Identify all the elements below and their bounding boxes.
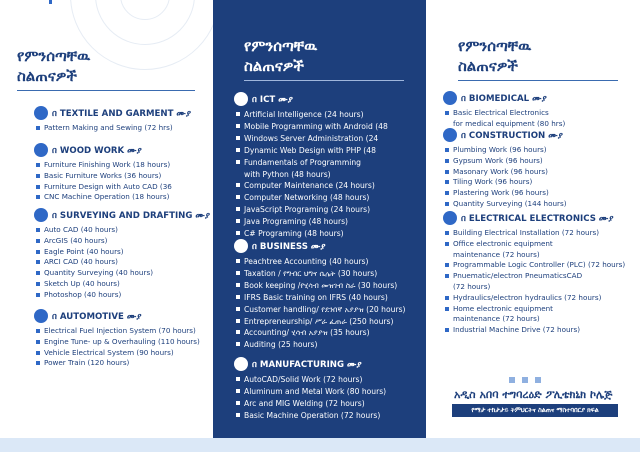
section-automotive: [34, 311, 200, 369]
list-item: Entrepreneurship/ ሥራ ፈጠራ (250 hours): [234, 316, 405, 328]
list-item: Engine Tune- up & Overhauling (110 hours): [34, 337, 200, 348]
list-item: Plumbing Work (96 hours): [443, 145, 567, 156]
bullet-icon: [36, 250, 40, 254]
bullet-icon: [36, 174, 40, 178]
bullet-icon: [236, 377, 240, 381]
bullet-icon: [445, 231, 449, 235]
list-item: Arc and MIG Welding (72 hours): [234, 398, 386, 410]
page-heading: [244, 36, 317, 76]
list-item: Photoshop (40 hours): [34, 290, 210, 301]
list-item: Basic Electrical Electronics: [443, 108, 565, 119]
bullet-icon: [236, 231, 240, 235]
list-item: Computer Maintenance (24 hours): [234, 180, 388, 192]
bullet-icon: [445, 328, 449, 332]
section-title: በ WOOD WORK ሙያ: [34, 145, 172, 157]
section-dot-icon: [234, 357, 248, 371]
section-textile: [34, 108, 191, 134]
section-dot-icon: [234, 92, 248, 106]
heading-underline: [244, 80, 404, 81]
section-manufacturing: [234, 359, 386, 422]
bullet-icon: [236, 283, 240, 287]
list-item: CNC Machine Operation (18 hours): [34, 192, 172, 203]
list-item: Gypsum Work (96 hours): [443, 156, 567, 167]
list-item: Artificial Intelligence (24 hours): [234, 109, 388, 121]
list-item: Java Programing (48 hours): [234, 216, 388, 228]
bullet-icon: [445, 202, 449, 206]
section-biomedical: [443, 93, 565, 130]
list-item: Tiling Work (96 hours): [443, 177, 567, 188]
section-title: በ BIOMEDICAL ሙያ: [443, 93, 565, 105]
section-title: በ MANUFACTURING ሙያ: [234, 359, 386, 371]
bullet-icon: [236, 136, 240, 140]
list-item: Home electronic equipment: [443, 304, 625, 315]
list-item: Pnuematic/electron PneumaticsCAD: [443, 271, 625, 282]
list-item: Furniture Design with Auto CAD (36: [34, 182, 172, 193]
section-title: በ CONSTRUCTION ሙያ: [443, 130, 567, 142]
decorative-mark: [49, 0, 52, 4]
list-item: C# Programing (48 hours): [234, 228, 388, 240]
section-title: በ ELECTRICAL ELECTRONICS ሙያ: [443, 213, 625, 225]
list-item: Mobile Programming with Android (48: [234, 121, 388, 133]
bullet-icon: [445, 191, 449, 195]
bullet-icon: [36, 228, 40, 232]
bullet-icon: [236, 259, 240, 263]
bullet-icon: [36, 351, 40, 355]
heading-line-1: የምንሰጣቸዉ: [458, 37, 532, 55]
bullet-icon: [36, 126, 40, 130]
left-panel: [0, 0, 213, 452]
logo-dots: [509, 377, 541, 383]
bottom-band: [0, 438, 640, 452]
list-item: Masonary Work (96 hours): [443, 167, 567, 178]
college-tagline: የማታ ተከታታይ ትምህርትና ስልጠና ማስተባበርያ ክፍል: [452, 404, 618, 417]
list-item-continuation: maintenance (72 hours): [453, 314, 540, 324]
list-item: Auto CAD (40 hours): [34, 225, 210, 236]
page-heading: [17, 46, 90, 86]
heading-line-2: ስልጠናዎች: [244, 57, 304, 75]
section-construction: [443, 130, 567, 210]
list-item: AutoCAD/Solid Work (72 hours): [234, 374, 386, 386]
section-dot-icon: [443, 128, 457, 142]
list-item: Hydraulics/electron hydraulics (72 hours): [443, 293, 625, 304]
list-item: Customer handling/ የደንበኛ አያያዝ (20 hours): [234, 304, 405, 316]
list-item: Office electronic equipment: [443, 239, 625, 250]
list-item: Building Electrical Installation (72 hours): [443, 228, 625, 239]
list-item: Auditing (25 hours): [234, 339, 405, 351]
list-item: Eagle Point (40 hours): [34, 247, 210, 258]
list-item: Basic Furniture Works (36 hours): [34, 171, 172, 182]
bullet-icon: [236, 207, 240, 211]
bullet-icon: [236, 124, 240, 128]
list-item: Vehicle Electrical System (90 hours): [34, 348, 200, 359]
list-item: Plastering Work (96 hours): [443, 188, 567, 199]
bullet-icon: [236, 271, 240, 275]
bullet-icon: [236, 295, 240, 299]
bullet-icon: [36, 185, 40, 189]
heading-line-1: የምንሰጣቸዉ: [17, 47, 91, 65]
list-item: Sketch Up (40 hours): [34, 279, 210, 290]
bullet-icon: [445, 274, 449, 278]
college-name: አዲስ አበባ ተግባረዕድ ፖሊቴክኒክ ኮሌጅ: [454, 388, 613, 401]
list-item: Windows Server Administration (24: [234, 133, 388, 145]
bullet-icon: [236, 219, 240, 223]
bullet-icon: [36, 293, 40, 297]
bullet-icon: [36, 271, 40, 275]
list-item: JavaScript Programing (24 hours): [234, 204, 388, 216]
heading-line-1: የምንሰጣቸዉ: [244, 37, 318, 55]
section-title: በ BUSINESS ሙያ: [234, 241, 405, 253]
list-item: Programmable Logic Controller (PLC) (72 hours): [443, 260, 625, 271]
section-dot-icon: [443, 91, 457, 105]
list-item: Dynamic Web Design with PHP (48: [234, 145, 388, 157]
bullet-icon: [445, 111, 449, 115]
bullet-icon: [236, 342, 240, 346]
dot-square-icon: [509, 377, 515, 383]
bullet-icon: [36, 195, 40, 199]
bullet-icon: [236, 319, 240, 323]
section-dot-icon: [34, 143, 48, 157]
bullet-icon: [445, 242, 449, 246]
section-wood-work: [34, 145, 172, 203]
page-heading: [458, 36, 531, 76]
dot-square-icon: [522, 377, 528, 383]
list-item: Fundamentals of Programming: [234, 157, 388, 169]
list-item: Quantity Surveying (144 hours): [443, 199, 567, 210]
section-electrical-electronics: [443, 213, 625, 336]
bullet-icon: [445, 148, 449, 152]
bullet-icon: [236, 112, 240, 116]
section-dot-icon: [234, 239, 248, 253]
right-panel: [426, 0, 640, 452]
middle-panel: [213, 0, 426, 452]
section-title: በ SURVEYING AND DRAFTING ሙያ: [34, 210, 210, 222]
list-item: Computer Networking (48 hours): [234, 192, 388, 204]
list-item: Basic Machine Operation (72 hours): [234, 410, 386, 422]
bullet-icon: [36, 361, 40, 365]
list-item: Accounting/ ሂሳብ አያያዝ (35 hours): [234, 327, 405, 339]
list-item: ARCI CAD (40 hours): [34, 257, 210, 268]
bullet-icon: [236, 195, 240, 199]
bullet-icon: [36, 239, 40, 243]
list-item: Industrial Machine Drive (72 hours): [443, 325, 625, 336]
section-title: በ TEXTILE AND GARMENT ሙያ: [34, 108, 191, 120]
list-item: Pattern Making and Sewing (72 hrs): [34, 123, 191, 134]
list-item: Taxation / የግብር ህግና ሴሌት (30 hours): [234, 268, 405, 280]
dot-square-icon: [535, 377, 541, 383]
bullet-icon: [445, 180, 449, 184]
list-item: Electrical Fuel Injection System (70 hours): [34, 326, 200, 337]
list-item: Quantity Surveying (40 hours): [34, 268, 210, 279]
bullet-icon: [236, 148, 240, 152]
heading-line-2: ስልጠናዎች: [458, 57, 518, 75]
bullet-icon: [36, 329, 40, 333]
section-surveying: [34, 210, 210, 301]
bullet-icon: [445, 307, 449, 311]
bullet-icon: [445, 170, 449, 174]
bullet-icon: [445, 159, 449, 163]
bullet-icon: [36, 282, 40, 286]
list-item: Aluminum and Metal Work (80 hours): [234, 386, 386, 398]
bullet-icon: [236, 183, 240, 187]
bullet-icon: [236, 401, 240, 405]
list-item-continuation: (72 hours): [453, 281, 491, 291]
bullet-icon: [36, 260, 40, 264]
bullet-icon: [36, 340, 40, 344]
list-item-continuation: with Python (48 hours): [244, 169, 331, 179]
bullet-icon: [445, 296, 449, 300]
bullet-icon: [236, 307, 240, 311]
bullet-icon: [236, 160, 240, 164]
section-title: በ AUTOMOTIVE ሙያ: [34, 311, 200, 323]
section-dot-icon: [34, 208, 48, 222]
bullet-icon: [236, 389, 240, 393]
bullet-icon: [236, 330, 240, 334]
list-item-continuation: for medical equipment (80 hrs): [453, 118, 566, 128]
list-item: Power Train (120 hours): [34, 358, 200, 369]
bullet-icon: [236, 413, 240, 417]
list-item: IFRS Basic training on IFRS (40 hours): [234, 292, 405, 304]
list-item: Book keeping /የሂሳብ መዝገብ ስራ (30 hours): [234, 280, 405, 292]
heading-underline: [458, 80, 618, 81]
section-title: በ ICT ሙያ: [234, 94, 388, 106]
bullet-icon: [445, 263, 449, 267]
section-dot-icon: [34, 106, 48, 120]
list-item: Furniture Finishing Work (18 hours): [34, 160, 172, 171]
list-item: Peachtree Accounting (40 hours): [234, 256, 405, 268]
list-item: ArcGIS (40 hours): [34, 236, 210, 247]
section-dot-icon: [443, 211, 457, 225]
section-business: [234, 241, 405, 351]
section-dot-icon: [34, 309, 48, 323]
heading-line-2: ስልጠናዎች: [17, 67, 77, 85]
section-ict: [234, 94, 388, 240]
list-item-continuation: maintenance (72 hours): [453, 249, 540, 259]
heading-underline: [17, 90, 195, 91]
bullet-icon: [36, 163, 40, 167]
